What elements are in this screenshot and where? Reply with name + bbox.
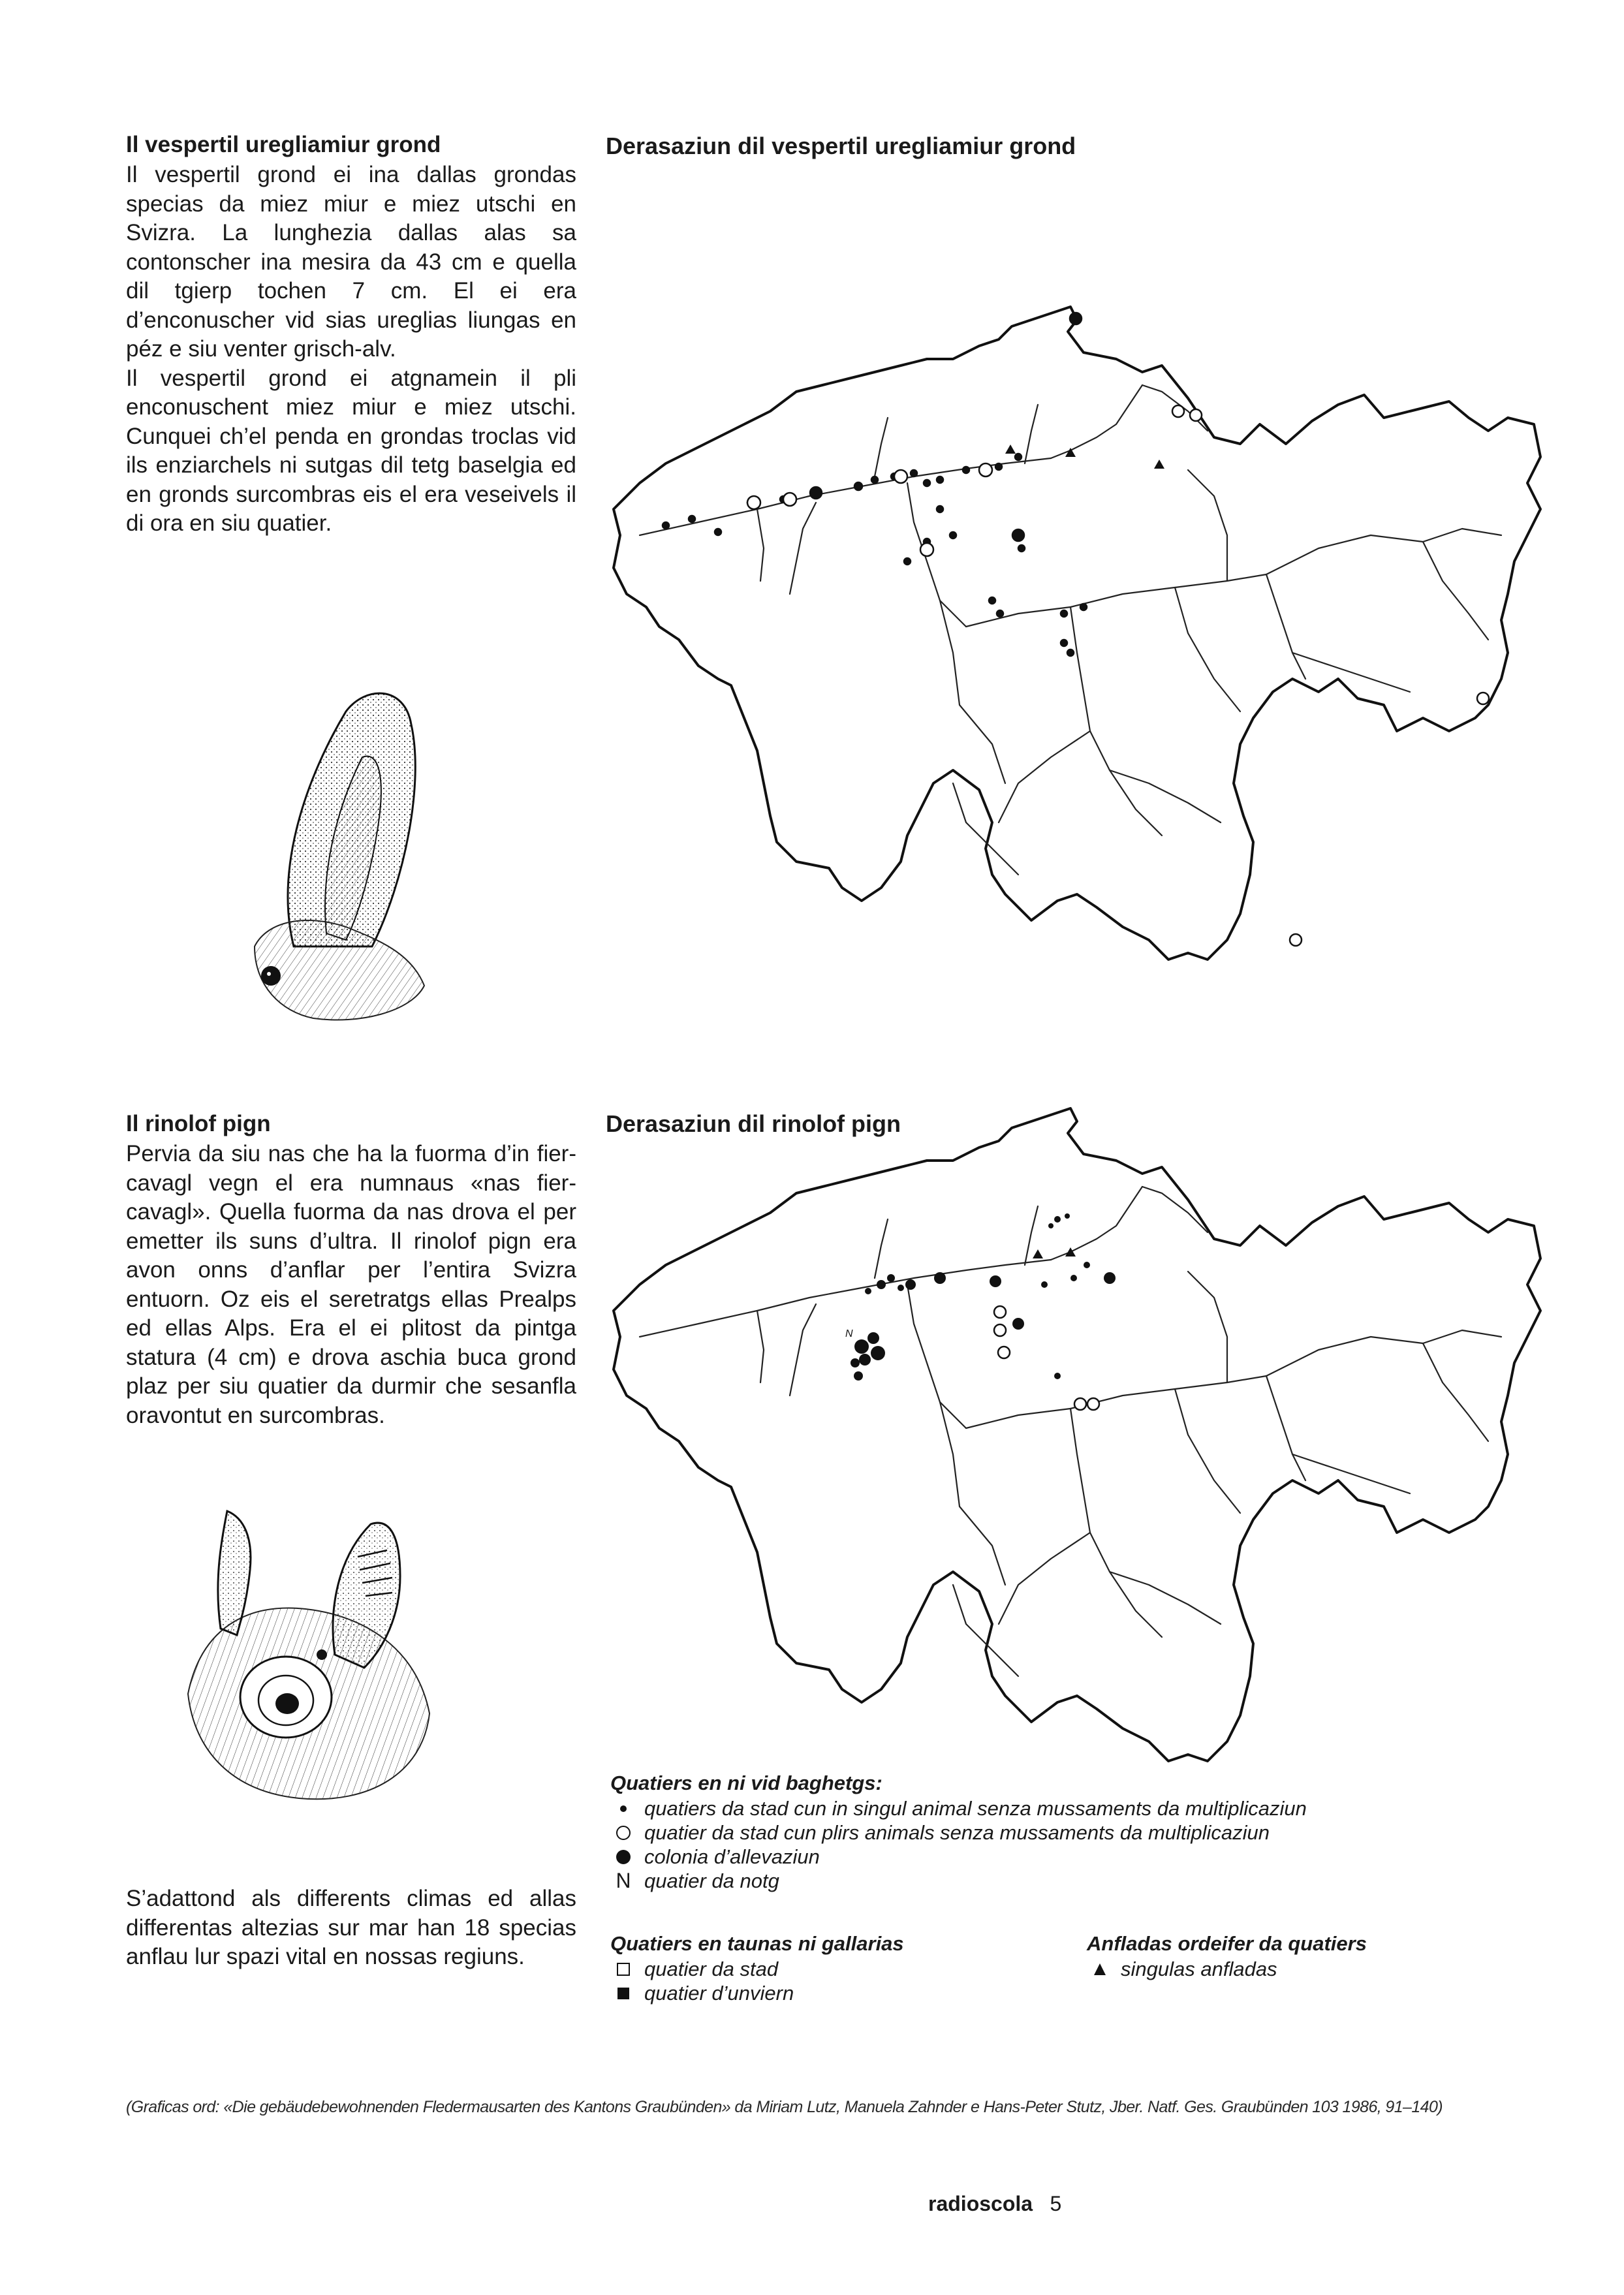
section-1-paragraph: Il vespertil grond ei atgnamein il pli enconuschent miez miur e miez utschi. Cunquei ch’el penda en grondas troclas vid ils enziarchels ni sutgas dil tetg baselgia ed en gronds surcombras eis el era veseivels il di ora en siu quatier. bbox=[126, 365, 576, 536]
long-eared-bat-illustration bbox=[215, 672, 476, 1028]
filled-circle-icon bbox=[610, 1849, 636, 1866]
open-circle-icon bbox=[610, 1824, 636, 1841]
map-2-open-markers bbox=[994, 1306, 1099, 1410]
map-1-triangles bbox=[1005, 445, 1164, 469]
source-citation: (Graficas ord: «Die gebäudebewohnenden Fledermausarten des Kantons Graubünden» da Miriam Lutz, Manuela Zahnder e Hans-Peter Stutz, Jber. Natf. Ges. Graubünden 103 1986, 91–140) bbox=[126, 2098, 1443, 2116]
single-animal-marker bbox=[937, 506, 943, 512]
colony-marker bbox=[1012, 1318, 1024, 1330]
map-2-markers bbox=[851, 1213, 1116, 1381]
legend-item bbox=[610, 1957, 1067, 1981]
summer-colony-marker bbox=[920, 543, 933, 556]
summer-colony-marker bbox=[998, 1347, 1010, 1358]
canton-outline bbox=[614, 1108, 1540, 1761]
single-animal-marker bbox=[1041, 1281, 1048, 1288]
legend-item bbox=[610, 1869, 1524, 1893]
section-1-body bbox=[126, 161, 576, 539]
colony-marker bbox=[867, 1332, 879, 1344]
summer-colony-marker bbox=[783, 493, 796, 506]
letter-n-symbol: N bbox=[616, 1869, 631, 1892]
section-2-paragraph: Pervia da siu nas che ha la fuorma d’in fier-cavagl vegn el era numnaus «nas fier-cavagl». Quella fuorma da nas drova el per emetter ils suns d’ultra. Il rinolof pign era avon onns d’anflar per l’entira Svizra entuorn. Oz eis el seretratgs ellas Prealps ed ellas Alps. Era el ei plitost da pintga statura (4 cm) e drova aschia buca grond plaz per siu quatier da durmir che sesanfla oravontut en surcombras. bbox=[126, 1141, 576, 1428]
legend-group-findings-title: Anfladas ordeifer da quatiers bbox=[1087, 1932, 1367, 1955]
colony-marker bbox=[854, 1371, 863, 1381]
canton-outline bbox=[614, 307, 1540, 960]
colony-marker bbox=[1070, 313, 1082, 324]
legend-item bbox=[610, 1820, 1524, 1845]
single-animal-marker bbox=[1065, 1213, 1070, 1219]
legend-item bbox=[610, 1981, 1067, 2005]
summer-colony-marker bbox=[994, 1306, 1006, 1318]
single-finding-marker bbox=[1033, 1249, 1043, 1258]
legend-item-label: quatier da stad cun plirs animals senza mussaments da multiplicaziun bbox=[644, 1821, 1270, 1844]
legend-item-label: singulas anfladas bbox=[1121, 1958, 1277, 1980]
colony-marker bbox=[810, 487, 822, 499]
colony-marker bbox=[1012, 529, 1024, 541]
night-roost-label: N bbox=[845, 1328, 853, 1339]
single-finding-marker bbox=[1065, 1247, 1076, 1257]
single-animal-marker bbox=[1048, 1223, 1054, 1228]
single-finding-marker bbox=[1005, 445, 1016, 454]
single-finding-marker bbox=[1154, 460, 1164, 469]
single-animal-marker bbox=[1070, 1275, 1077, 1281]
publication-name: radioscola bbox=[928, 2192, 1033, 2215]
single-animal-marker bbox=[989, 597, 995, 604]
single-animal-marker bbox=[1061, 640, 1067, 646]
filled-square-icon bbox=[610, 1986, 636, 2001]
single-animal-marker bbox=[663, 522, 669, 529]
legend-item bbox=[610, 1796, 1524, 1820]
page-number: 5 bbox=[1050, 2192, 1062, 2215]
summer-colony-marker bbox=[1074, 1398, 1086, 1410]
legend-group-buildings-title: Quatiers en ni vid baghetgs: bbox=[610, 1772, 882, 1794]
single-animal-marker bbox=[950, 532, 956, 539]
summer-colony-marker bbox=[1172, 405, 1184, 417]
legend-group-caves-title: Quatiers en taunas ni gallarias bbox=[610, 1932, 904, 1955]
single-animal-marker bbox=[715, 529, 721, 535]
single-animal-marker bbox=[1054, 1216, 1061, 1223]
river-network bbox=[640, 385, 1501, 875]
colony-marker bbox=[905, 1279, 916, 1290]
colony-marker bbox=[990, 1275, 1001, 1287]
summer-colony-marker bbox=[979, 463, 992, 476]
colony-marker bbox=[887, 1274, 895, 1282]
triangle-icon bbox=[1087, 1961, 1113, 1977]
river-network bbox=[640, 1187, 1501, 1676]
section-1-paragraph: Il vespertil grond ei ina dallas grondas specias da miez miur e miez utschi en Svizra. La lunghezia dallas alas sa contonscher ina mesira da 43 cm e quella dil tgierp tochen 7 cm. El ei era d’enconuscher vid sias ureglias liungas en péz e siu venter grisch-alv. bbox=[126, 162, 576, 362]
closing-paragraph: S’adattond als differents climas ed allas differentas altezias sur mar han 18 specias anflau lur spazi vital en nossas regiuns. bbox=[126, 1886, 576, 1969]
map-legend bbox=[610, 1770, 1524, 1893]
single-animal-marker bbox=[1061, 610, 1067, 617]
colony-marker bbox=[854, 1339, 869, 1354]
distribution-map-2 bbox=[601, 1089, 1554, 1787]
map-legend-caves bbox=[610, 1931, 1067, 2005]
colony-marker bbox=[934, 1272, 946, 1284]
map-2-triangles bbox=[1033, 1247, 1076, 1258]
summer-colony-marker bbox=[1190, 409, 1202, 421]
single-animal-marker bbox=[1054, 1373, 1061, 1379]
map-1-title: Derasaziun dil vespertil uregliamiur grond bbox=[606, 133, 1076, 159]
single-animal-marker bbox=[924, 480, 930, 486]
single-animal-marker bbox=[1067, 649, 1074, 656]
legend-item bbox=[610, 1845, 1524, 1869]
single-animal-marker bbox=[995, 463, 1002, 470]
section-1-heading: Il vespertil uregliamiur grond bbox=[126, 132, 441, 157]
legend-item-label: quatiers da stad cun in singul animal senza mussaments da multiplicaziun bbox=[644, 1797, 1307, 1820]
legend-item-label: quatier d’unviern bbox=[644, 1982, 794, 2005]
single-animal-marker bbox=[865, 1288, 871, 1294]
single-animal-marker bbox=[997, 610, 1003, 617]
colony-marker bbox=[877, 1280, 886, 1289]
summer-colony-marker bbox=[1087, 1398, 1099, 1410]
single-animal-marker bbox=[1084, 1262, 1090, 1268]
open-square-icon bbox=[610, 1961, 636, 1977]
single-animal-marker bbox=[911, 470, 917, 476]
single-animal-marker bbox=[937, 476, 943, 483]
single-animal-marker bbox=[689, 516, 695, 522]
legend-item bbox=[1087, 1957, 1544, 1981]
single-animal-marker bbox=[871, 476, 878, 483]
distribution-map-1 bbox=[601, 287, 1554, 986]
single-animal-marker bbox=[898, 1285, 904, 1291]
section-2-heading: Il rinolof pign bbox=[126, 1111, 271, 1136]
colony-marker bbox=[871, 1346, 885, 1360]
map-2-title: Derasaziun dil rinolof pign bbox=[606, 1110, 901, 1137]
single-animal-marker bbox=[1015, 454, 1022, 460]
small-dot-icon bbox=[610, 1804, 636, 1813]
horseshoe-bat-illustration bbox=[175, 1498, 449, 1808]
section-2-body bbox=[126, 1140, 576, 1430]
colony-marker bbox=[851, 1358, 860, 1367]
single-animal-marker bbox=[854, 482, 862, 490]
legend-item-label: quatier da stad bbox=[644, 1958, 779, 1980]
legend-item-label: colonia d’allevaziun bbox=[644, 1845, 820, 1868]
colony-marker bbox=[859, 1354, 871, 1366]
legend-item-label: quatier da notg bbox=[644, 1869, 779, 1892]
summer-colony-marker bbox=[1477, 693, 1489, 704]
single-animal-marker bbox=[1080, 604, 1087, 610]
map-legend-findings bbox=[1087, 1931, 1544, 1981]
single-animal-marker bbox=[1018, 545, 1025, 552]
single-animal-marker bbox=[963, 467, 969, 473]
single-animal-marker bbox=[904, 558, 911, 565]
summer-colony-marker bbox=[1290, 934, 1302, 946]
summer-colony-marker bbox=[747, 496, 760, 509]
summer-colony-marker bbox=[894, 470, 907, 483]
page-footer bbox=[928, 2192, 1061, 2216]
colony-marker bbox=[1104, 1272, 1116, 1284]
summer-colony-marker bbox=[994, 1324, 1006, 1336]
